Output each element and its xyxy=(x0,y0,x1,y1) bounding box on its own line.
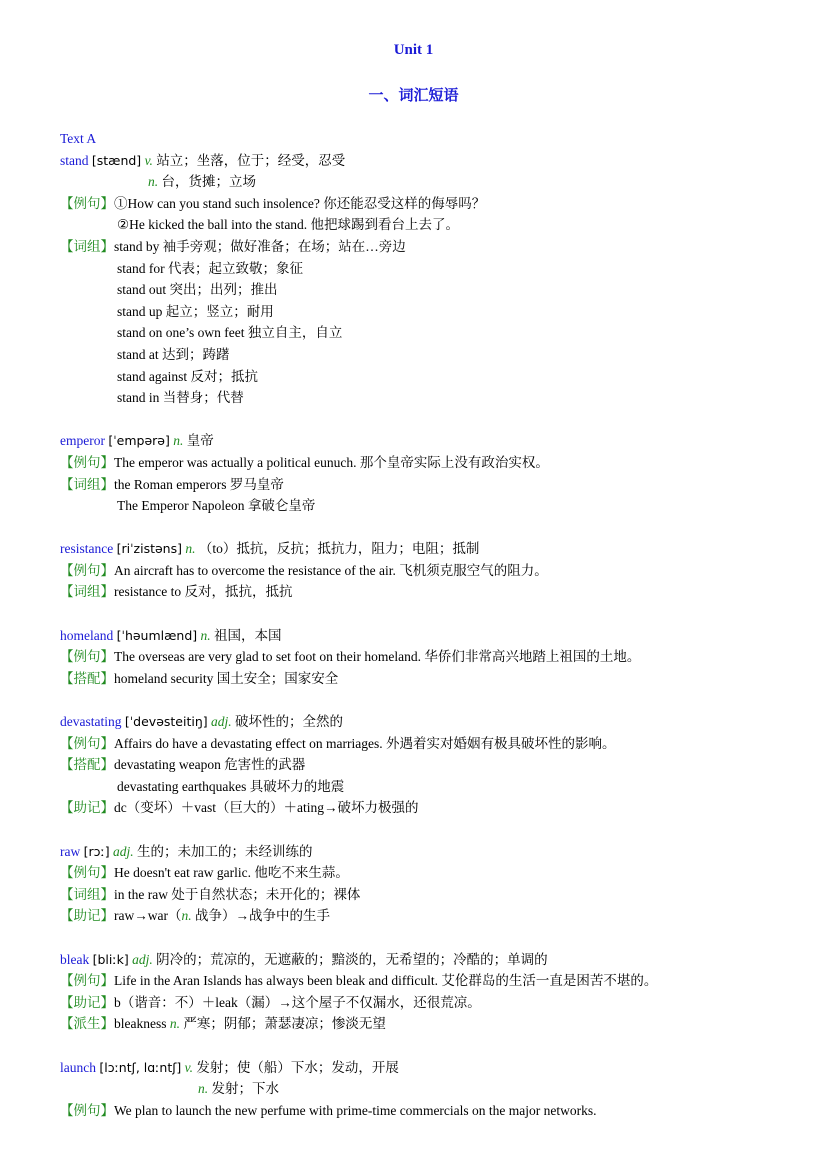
phrase-line xyxy=(60,884,800,906)
headword: resistance xyxy=(60,541,114,557)
entry-emperor xyxy=(60,430,800,452)
example-tag: 【例句】 xyxy=(60,865,114,881)
example-line xyxy=(60,970,800,992)
definition: 阴冷的；荒凉的，无遮蔽的；黯淡的，无希望的；冷酷的；单调的 xyxy=(156,951,548,967)
example-tag: 【例句】 xyxy=(60,195,114,211)
derivation-word: bleakness xyxy=(114,1016,167,1032)
phrase-line: stand against 反对；抵抗 xyxy=(117,368,258,384)
headword: homeland xyxy=(60,627,114,643)
memo-tag: 【助记】 xyxy=(60,908,114,924)
phrase-line: The Emperor Napoleon 拿破仑皇帝 xyxy=(117,498,316,514)
part-of-speech: n. xyxy=(185,541,196,557)
phrase-line: stand out 突出；出列；推出 xyxy=(117,282,278,298)
part-of-speech: n. xyxy=(173,433,184,449)
entry-bleak xyxy=(60,949,800,971)
vocabulary-list xyxy=(60,128,800,1121)
memo-line xyxy=(60,797,800,819)
memo-tag: 【助记】 xyxy=(60,800,114,816)
part-of-speech: adj. xyxy=(112,843,134,859)
headword: launch xyxy=(60,1059,96,1075)
phrase-line: stand in 当替身；代替 xyxy=(117,390,244,406)
headword: raw xyxy=(60,843,81,859)
part-of-speech: n. xyxy=(181,908,192,924)
definition: 站立；坐落，位于；经受，忍受 xyxy=(156,152,346,168)
example-line xyxy=(60,560,800,582)
collocation-line xyxy=(60,668,800,690)
phrase-tag: 【词组】 xyxy=(60,476,114,492)
part-of-speech: n. xyxy=(148,174,159,190)
collocation-text: devastating weapon 危害性的武器 xyxy=(114,757,306,773)
example-text: An aircraft has to overcome the resistance of the air. 飞机须克服空气的阻力。 xyxy=(114,562,548,578)
part-of-speech: adj. xyxy=(211,714,232,730)
phonetic: [ˈhəumlænd] xyxy=(116,627,198,643)
memo-text: b（谐音：不）＋leak（漏）→这个屋子不仅漏水，还很荒凉。 xyxy=(114,994,481,1010)
part-of-speech: n. xyxy=(169,1016,180,1032)
example-tag: 【例句】 xyxy=(60,735,114,751)
part-of-speech: v. xyxy=(184,1059,194,1075)
entry-devastating xyxy=(60,711,800,733)
section-title: 一、词汇短语 xyxy=(368,86,459,104)
part-of-speech: adj. xyxy=(132,951,153,967)
unit-title: Unit 1 xyxy=(393,42,434,58)
derivation-tag: 【派生】 xyxy=(60,1016,114,1032)
entry-resistance xyxy=(60,538,800,560)
memo-text: dc（变坏）＋vast（巨大的）＋ating→破坏力极强的 xyxy=(114,800,419,816)
example-text: ①How can you stand such insolence? 你还能忍受这样的侮辱吗？ xyxy=(114,195,486,211)
example-tag: 【例句】 xyxy=(60,649,114,665)
memo-line xyxy=(60,992,800,1014)
entry-homeland xyxy=(60,625,800,647)
definition: 祖国，本国 xyxy=(214,627,282,643)
text-label: Text A xyxy=(60,131,97,146)
phrase-tag: 【词组】 xyxy=(60,886,114,902)
example-line xyxy=(60,733,800,755)
definition: 生的；未加工的；未经训练的 xyxy=(137,843,313,859)
memo-line xyxy=(60,905,800,927)
phonetic: [stænd] xyxy=(91,152,142,168)
phrase-line: stand at 达到；踌躇 xyxy=(117,346,230,362)
part-of-speech: n. xyxy=(198,1081,209,1097)
phrase-text: in the raw 处于自然状态；未开化的；裸体 xyxy=(114,886,361,902)
collocation-tag: 【搭配】 xyxy=(60,670,114,686)
memo-tag: 【助记】 xyxy=(60,994,114,1010)
example-line xyxy=(60,1100,800,1122)
part-of-speech: n. xyxy=(200,627,211,643)
phrase-text: the Roman emperors 罗马皇帝 xyxy=(114,476,284,492)
example-tag: 【例句】 xyxy=(60,562,114,578)
example-tag: 【例句】 xyxy=(60,1102,114,1118)
headword: bleak xyxy=(60,951,90,967)
phrase-line: stand up 起立；竖立；耐用 xyxy=(117,303,274,319)
phrase-text: resistance to 反对，抵抗，抵抗 xyxy=(114,584,293,600)
entry-stand xyxy=(60,150,800,172)
example-text: We plan to launch the new perfume with prime-time commercials on the major networks. xyxy=(114,1102,597,1118)
example-line xyxy=(60,646,800,668)
example-tag: 【例句】 xyxy=(60,454,114,470)
phonetic: [rɔː] xyxy=(83,843,110,859)
entry-stand-noun xyxy=(60,171,800,193)
entry-launch-noun xyxy=(60,1078,800,1100)
headword: devastating xyxy=(60,714,122,730)
example-line xyxy=(60,193,800,215)
phonetic: [ˈdevəsteitiŋ] xyxy=(124,714,208,730)
definition: （to）抵抗，反抗；抵抗力，阻力；电阻；抵制 xyxy=(198,541,480,557)
phonetic: [lɔːntʃ, lɑːntʃ] xyxy=(99,1059,182,1075)
definition: 发射；下水 xyxy=(211,1081,279,1097)
definition: 破坏性的；全然的 xyxy=(235,714,344,730)
entry-launch xyxy=(60,1057,800,1079)
example-text: He doesn't eat raw garlic. 他吃不来生蒜。 xyxy=(114,865,349,881)
phrase-line xyxy=(60,236,800,258)
example-line: ②He kicked the ball into the stand. 他把球踢到看台上去了。 xyxy=(117,217,460,233)
memo-text: raw→war（ xyxy=(114,908,182,924)
example-text: Life in the Aran Islands has always been bleak and difficult. 艾伦群岛的生活一直是困苦不堪的。 xyxy=(114,973,658,989)
phrase-line: stand for 代表；起立致敬；象征 xyxy=(117,260,303,276)
derivation-definition: 严寒；阴郁；萧瑟凄凉；惨淡无望 xyxy=(183,1016,386,1032)
example-line xyxy=(60,452,800,474)
example-text: Affairs do have a devastating effect on marriages. 外遇着实对婚姻有极具破坏性的影响。 xyxy=(114,735,616,751)
collocation-line: devastating earthquakes 具破坏力的地震 xyxy=(117,778,345,794)
phonetic: [bliːk] xyxy=(92,951,129,967)
collocation-line xyxy=(60,754,800,776)
entry-raw xyxy=(60,841,800,863)
phrase-tag: 【词组】 xyxy=(60,238,114,254)
example-tag: 【例句】 xyxy=(60,973,114,989)
phrase-line xyxy=(60,474,800,496)
phrase-line: stand on one’s own feet 独立自主，自立 xyxy=(117,325,343,341)
example-text: The emperor was actually a political eunuch. 那个皇帝实际上没有政治实权。 xyxy=(114,454,549,470)
phrase-tag: 【词组】 xyxy=(60,584,114,600)
collocation-tag: 【搭配】 xyxy=(60,757,114,773)
phrase-line xyxy=(60,581,800,603)
phrase-text: stand by 袖手旁观；做好准备；在场；站在…旁边 xyxy=(114,238,406,254)
derivation-line xyxy=(60,1013,800,1035)
definition: 发射；使（船）下水；发动，开展 xyxy=(196,1059,399,1075)
memo-text: 战争）→战争中的生手 xyxy=(191,908,330,924)
phonetic: [riˈzistəns] xyxy=(116,541,182,557)
definition: 皇帝 xyxy=(186,433,214,449)
phonetic: [ˈempərə] xyxy=(108,433,170,449)
definition: 台，货摊；立场 xyxy=(161,174,256,190)
collocation-text: homeland security 国土安全；国家安全 xyxy=(114,670,339,686)
headword: emperor xyxy=(60,433,105,449)
example-line xyxy=(60,862,800,884)
headword: stand xyxy=(60,152,89,168)
part-of-speech: v. xyxy=(144,152,153,168)
example-text: The overseas are very glad to set foot on their homeland. 华侨们非常高兴地踏上祖国的土地。 xyxy=(114,649,641,665)
